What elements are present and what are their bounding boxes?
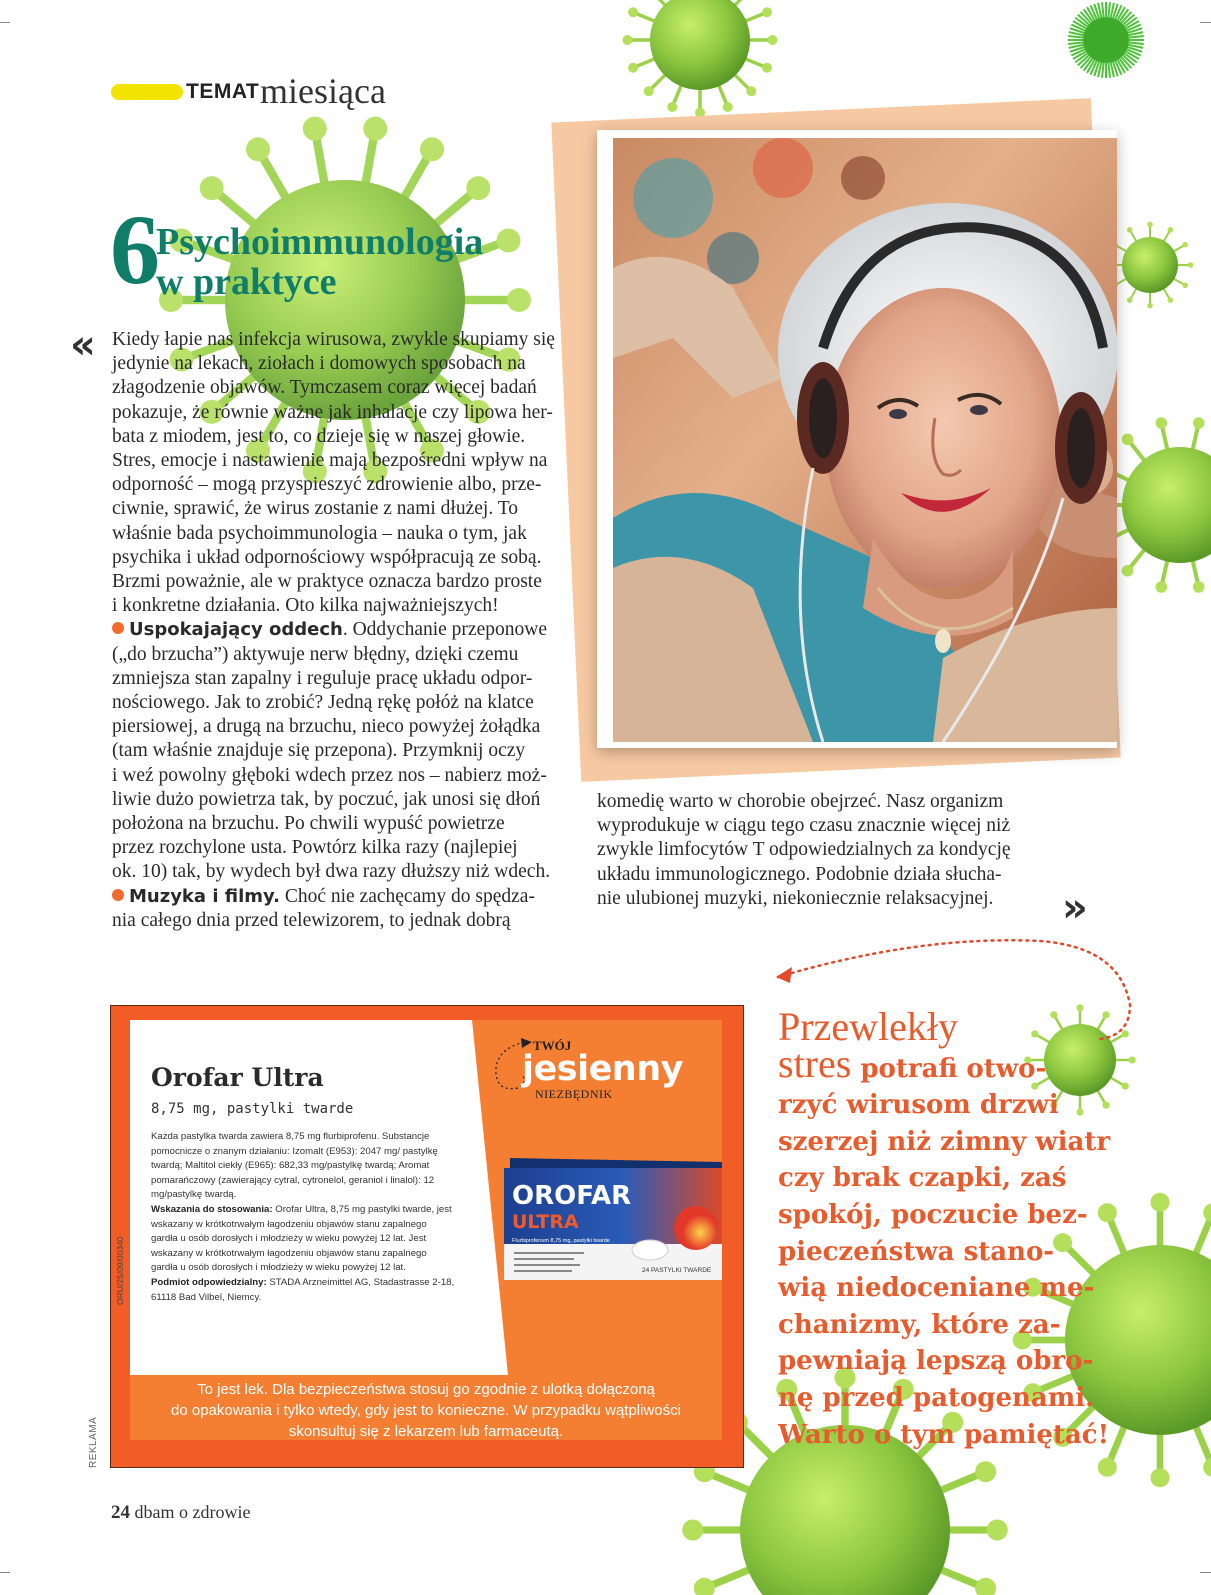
ad-desc-composition: Każda pastylka twarda zawiera 8,75 mg flurbiprofenu. Substancje pomocnicze o znanym działaniu: Izomalt (E953): 2047 mg/ pastylkę twardą; Maltitol ciekły (E965): 682,33 mg/pastylkę twardą; Aromat pomarańczowy (zawierający cytral, cytronelol, geraniol i linalol): 12 mg/pastylkę twardą. [151, 1131, 438, 1201]
box-count: 24 PASTYLKI TWARDE [642, 1267, 712, 1274]
crop-mark [0, 1572, 10, 1573]
section1-lead: Uspokajający oddech [129, 619, 343, 641]
tagline-big: jesienny [522, 1049, 683, 1089]
text-line: pokazuje, że równie ważne jak inhalacje czy lipowa her- [112, 401, 553, 423]
text-line: nościowego. Jak to zrobić? Jedną rękę połóż na klatce [112, 692, 534, 714]
text-line: i konkretne działania. Oto kilka najważniejszych! [112, 595, 499, 617]
ad-desc-ind-text: Orofar Ultra, 8,75 mg pastylki twarde, jest wskazany w krótkotrwałym łagodzeniu objawów stanu zapalnego gardła u osób dorosłych i młodzieży w wieku powyżej 12 lat. Jest wskazany w krótkotrwałym łagodzeniu objawów stanu zapalnego gardła u osób dorosłych i młodzieży w wieku powyżej 12 lat. [151, 1203, 452, 1274]
section1-first-line [112, 618, 582, 642]
page-number: 24 [111, 1502, 130, 1523]
text-line: Stres, emocje i nastawienie mają bezpośredni wpływ na [112, 450, 548, 472]
text-line: ciwnie, sprawić, że wirus zostanie z nami dłużej. To [112, 498, 519, 520]
article-column-1 [112, 328, 582, 933]
article-title-line1: Psychoimmunologia [156, 221, 484, 263]
ad-desc-resp-text: STADA Arzneimittel AG, Stadastrasse 2-18, 61118 Bad Vilbel, Niemcy. [151, 1276, 455, 1303]
quote-line: pieczeństwa stano- [778, 1236, 1055, 1267]
ad-desc-ind-label: Wskazania do stosowania: [151, 1203, 273, 1215]
text-line: bata z miodem, jest to, co dzieje się w naszej głowie. [112, 425, 526, 447]
ad-desc-resp-label: Podmiot odpowiedzialny: [151, 1276, 267, 1288]
text-line: Kiedy łapie nas infekcja wirusowa, zwykle skupiamy się [112, 329, 555, 350]
section2-line2: nia całego dnia przed telewizorem, to jednak dobrą [112, 909, 511, 931]
ad-product-sub: 8,75 mg, pastylki twarde [151, 1101, 354, 1117]
text-line: liwie dużo powietrza tak, by poczuć, jak unosi się dłoń [112, 788, 541, 810]
column2-paragraph [597, 790, 1057, 911]
quote-line: spokój, poczucie bez- [778, 1199, 1088, 1230]
ad-description [151, 1130, 456, 1305]
ad-desc-responsible [151, 1276, 456, 1305]
quote-line: pewniają lepszą obro- [778, 1346, 1094, 1377]
section-tag-light: miesiąca [260, 71, 386, 111]
text-line: Brzmi poważnie, ale w praktyce oznacza bardzo proste [112, 571, 542, 593]
quote-line1: Przewlekły [778, 1004, 958, 1049]
page-footer [111, 1502, 250, 1524]
quote-line: czy brak czapki, zaś [778, 1163, 1067, 1194]
section1-paragraph [112, 643, 582, 885]
open-guillemet-icon: « [70, 322, 96, 368]
ad-desc-indications [151, 1203, 456, 1276]
quote-line2 [778, 1040, 1138, 1088]
text-line: położona na brzuchu. Po chwili wypuść powietrze [112, 813, 505, 835]
product-box [500, 1152, 730, 1292]
text-line: psychika i układ odpornościowy współpracują ze sobą. [112, 546, 542, 568]
crop-mark [1200, 1572, 1211, 1573]
photo-woman-headphones [613, 138, 1117, 742]
ad-warning-line3: skonsultuj się z lekarzem lub farmaceutą. [288, 1423, 564, 1440]
quote-line: wią niedoceniane me- [778, 1273, 1095, 1304]
virus-icon [1107, 222, 1194, 309]
ad-warning [130, 1379, 722, 1442]
crop-mark [0, 22, 10, 23]
ad-product-name: Orofar Ultra [151, 1063, 324, 1092]
ad-code: ORU/25/09/00340 [115, 1236, 125, 1305]
bullet-dot-icon [112, 889, 124, 901]
text-line: komedię warto w chorobie obejrzeć. Nasz organizm [597, 791, 1004, 812]
article-title [156, 222, 483, 302]
ad-side-label: REKLAMA [88, 1416, 99, 1468]
quote-line2-rest: potrafi otwo- [851, 1053, 1047, 1084]
quote-line: szerzej niż zimny wiatr [778, 1126, 1111, 1157]
box-sub: Flurbiprofenum 8,75 mg, pastylki twarde [512, 1238, 610, 1244]
article-number: 6 [110, 194, 160, 305]
quote-line2-big: stres [778, 1040, 852, 1086]
section-tag-bold: TEMAT [186, 80, 260, 103]
text-line: ok. 10) tak, by wydech był dwa razy dłuższy niż wdech. [112, 861, 551, 883]
text-line: jedynie na lekach, ziołach i domowych sposobach na [112, 353, 526, 375]
pull-quote [778, 1004, 1138, 1453]
text-line: złagodzenie objawów. Tymczasem coraz więcej badań [112, 377, 537, 399]
bullet-dot-icon [112, 622, 124, 634]
intro-paragraph [112, 328, 582, 618]
quote-body [778, 1087, 1138, 1453]
section2-first-text: Choć nie zachęcamy do spędza- [279, 885, 535, 907]
text-line: przez rozchylone usta. Powtórz kilka razy (najlepiej [112, 837, 518, 859]
text-line: wyprodukuje w ciągu tego czasu znacznie więcej niż [597, 815, 1011, 837]
virus-icon [623, 0, 778, 118]
section2-lead: Muzyka i filmy. [129, 885, 280, 907]
section-tag-bar [111, 84, 183, 100]
text-line: układu immunologicznego. Podobnie działa słucha- [597, 863, 1002, 885]
close-guillemet-icon: » [1062, 885, 1088, 931]
text-line: zwykle limfocytów T odpowiedzialnych za kondycję [597, 839, 1011, 861]
crop-mark [1200, 22, 1211, 23]
text-line: („do brzucha”) aktywuje nerw błędny, dzięki czemu [112, 643, 519, 665]
quote-line: Warto o tym pamiętać! [778, 1419, 1110, 1450]
text-line: i weź powolny głęboki wdech przez nos – nabierz moż- [112, 764, 547, 786]
virus-icon [1068, 2, 1144, 78]
text-line: odporność – mogą przyspieszyć zdrowienie albo, prze- [112, 474, 542, 496]
text-line: (tam właśnie znajduje się przepona). Przymknij oczy [112, 740, 526, 762]
magazine-name: dbam o zdrowie [134, 1502, 251, 1522]
article-column-2 [597, 790, 1057, 911]
box-variant: ULTRA [512, 1211, 579, 1233]
section2-first-line [112, 885, 582, 909]
text-line: piersiowej, a drugą na brzuchu, nieco powyżej żołądka [112, 716, 541, 738]
box-brand: OROFAR [512, 1181, 632, 1211]
quote-line: chanizmy, które za- [778, 1309, 1061, 1340]
section1-first-text: . Oddychanie przeponowe [342, 619, 547, 641]
text-line: właśnie bada psychoimmunologia – nauka o tym, jak [112, 522, 527, 544]
text-line: nie ulubionej muzyki, niekoniecznie relaksacyjnej. [597, 887, 994, 909]
ad-warning-line1: To jest lek. Dla bezpieczeństwa stosuj go zgodnie z ulotką dołączoną [197, 1381, 655, 1398]
ad-warning-line2: do opakowania i tylko wtedy, gdy jest to konieczne. W przypadku wątpliwości [171, 1402, 681, 1419]
tagline-small: TWÓJ [533, 1038, 572, 1053]
quote-line: rzyć wirusom drzwi [778, 1090, 1059, 1121]
text-line: zmniejsza stan zapalny i reguluje pracę układu odpor- [112, 667, 533, 689]
tagline-bottom: NIEZBĘDNIK [535, 1087, 613, 1101]
article-title-line2: w praktyce [156, 261, 337, 303]
quote-line: nę przed patogenami. [778, 1382, 1095, 1413]
